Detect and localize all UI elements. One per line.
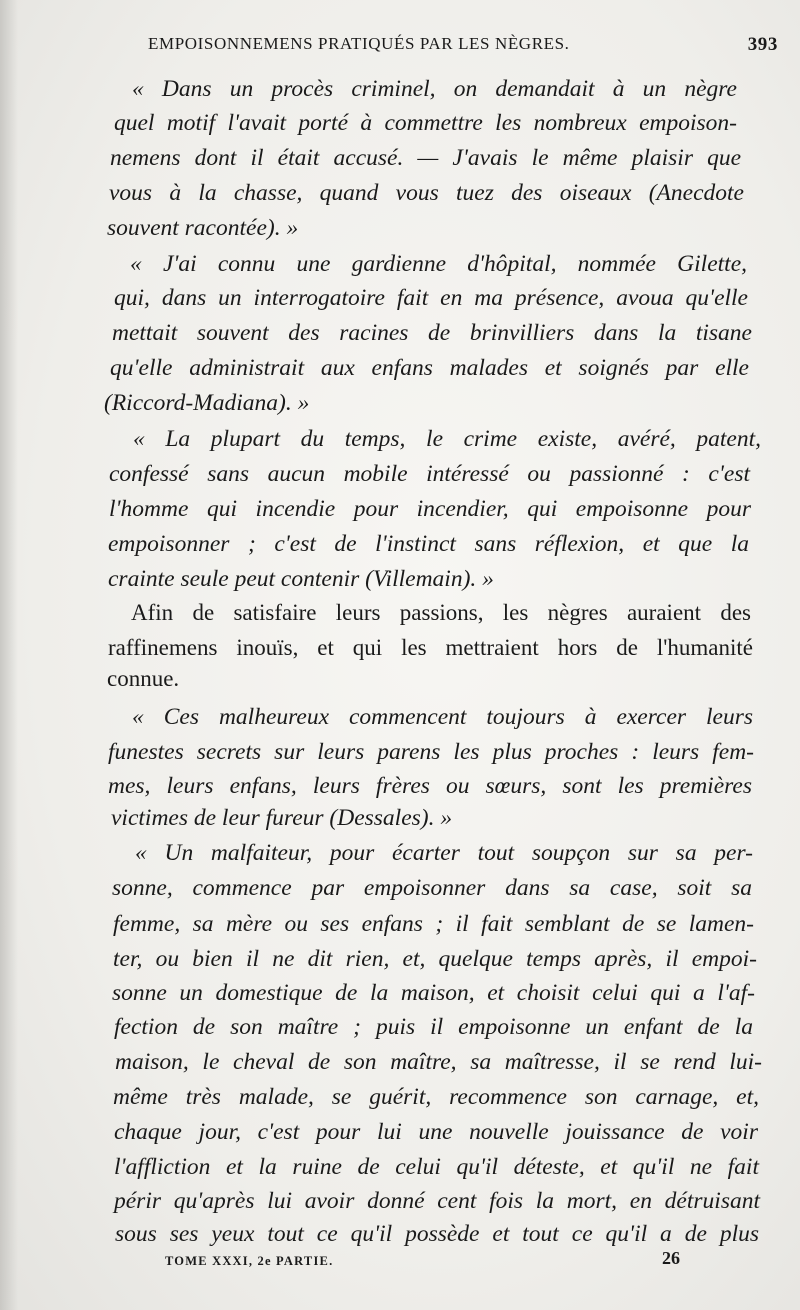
text-line: qu'elle administrait aux enfans malades et soignés par elle xyxy=(110,355,749,381)
text-line: périr qu'après lui avoir donné cent fois la mort, en détruisant xyxy=(114,1188,760,1214)
volume-signature: TOME XXXI, 2e PARTIE. xyxy=(165,1254,334,1268)
text-line: crainte seule peut contenir (Villemain). » xyxy=(108,566,494,592)
text-line: vous à la chasse, quand vous tuez des oiseaux (Anecdote xyxy=(109,180,744,206)
text-line: maison, le cheval de son maître, sa maîtresse, il se rend lui- xyxy=(115,1049,762,1075)
text-line: raffinemens inouïs, et qui les mettraient hors de l'humanité xyxy=(108,635,753,660)
page-number: 393 xyxy=(747,34,778,55)
text-line: (Riccord-Madiana). » xyxy=(104,390,310,416)
running-head: EMPOISONNEMENS PRATIQUÉS PAR LES NÈGRES. xyxy=(148,34,570,53)
text-line: « Un malfaiteur, pour écarter tout soupçon sur sa per- xyxy=(135,840,753,866)
text-line: « J'ai connu une gardienne d'hôpital, nommée Gilette, xyxy=(130,251,747,277)
text-line: quel motif l'avait porté à commettre les nombreux empoison- xyxy=(114,110,737,136)
text-line: empoisonner ; c'est de l'instinct sans réflexion, et que la xyxy=(108,531,749,557)
page-gutter-shadow xyxy=(0,0,18,1310)
text-line: mes, leurs enfans, leurs frères ou sœurs, sont les premières xyxy=(108,773,752,799)
text-line: chaque jour, c'est pour lui une nouvelle jouissance de voir xyxy=(114,1119,758,1145)
text-line: Afin de satisfaire leurs passions, les nègres auraient des xyxy=(131,600,751,625)
gathering-signature: 26 xyxy=(662,1248,680,1268)
page-header xyxy=(148,34,778,64)
text-line: l'homme qui incendie pour incendier, qui empoisonne pour xyxy=(109,496,751,522)
text-line: funestes secrets sur leurs parens les plus proches : leurs fem- xyxy=(108,739,754,765)
text-line: même très malade, se guérit, recommence son carnage, et, xyxy=(113,1084,759,1110)
text-line: femme, sa mère ou ses enfans ; il fait semblant de se lamen- xyxy=(113,911,754,937)
text-line: « Dans un procès criminel, on demandait à un nègre xyxy=(132,76,737,102)
text-line: souvent racontée). » xyxy=(107,215,299,241)
text-line: qui, dans un interrogatoire fait en ma présence, avoua qu'elle xyxy=(114,285,748,311)
text-line: nemens dont il était accusé. — J'avais le même plaisir que xyxy=(110,145,741,171)
text-line: sonne un domestique de la maison, et choisit celui qui a l'af- xyxy=(112,980,755,1006)
text-line: l'affliction et la ruine de celui qu'il déteste, et qu'il ne fait xyxy=(114,1154,759,1180)
text-line: ter, ou bien il ne dit rien, et, quelque temps après, il empoi- xyxy=(113,946,757,972)
page-footer xyxy=(165,1250,680,1274)
text-line: « Ces malheureux commencent toujours à exercer leurs xyxy=(132,704,753,730)
text-line: mettait souvent des racines de brinvilliers dans la tisane xyxy=(112,320,752,346)
text-line: connue. xyxy=(107,666,180,691)
text-line: confessé sans aucun mobile intéressé ou passionné : c'est xyxy=(109,461,750,487)
text-line: « La plupart du temps, le crime existe, avéré, patent, xyxy=(133,426,761,452)
text-line: sonne, commence par empoisonner dans sa case, soit sa xyxy=(112,875,752,901)
text-line: fection de son maître ; puis il empoisonne un enfant de la xyxy=(114,1014,753,1040)
text-line: sous ses yeux tout ce qu'il possède et tout ce qu'il a de plus xyxy=(115,1221,759,1247)
text-line: victimes de leur fureur (Dessales). » xyxy=(111,805,453,831)
